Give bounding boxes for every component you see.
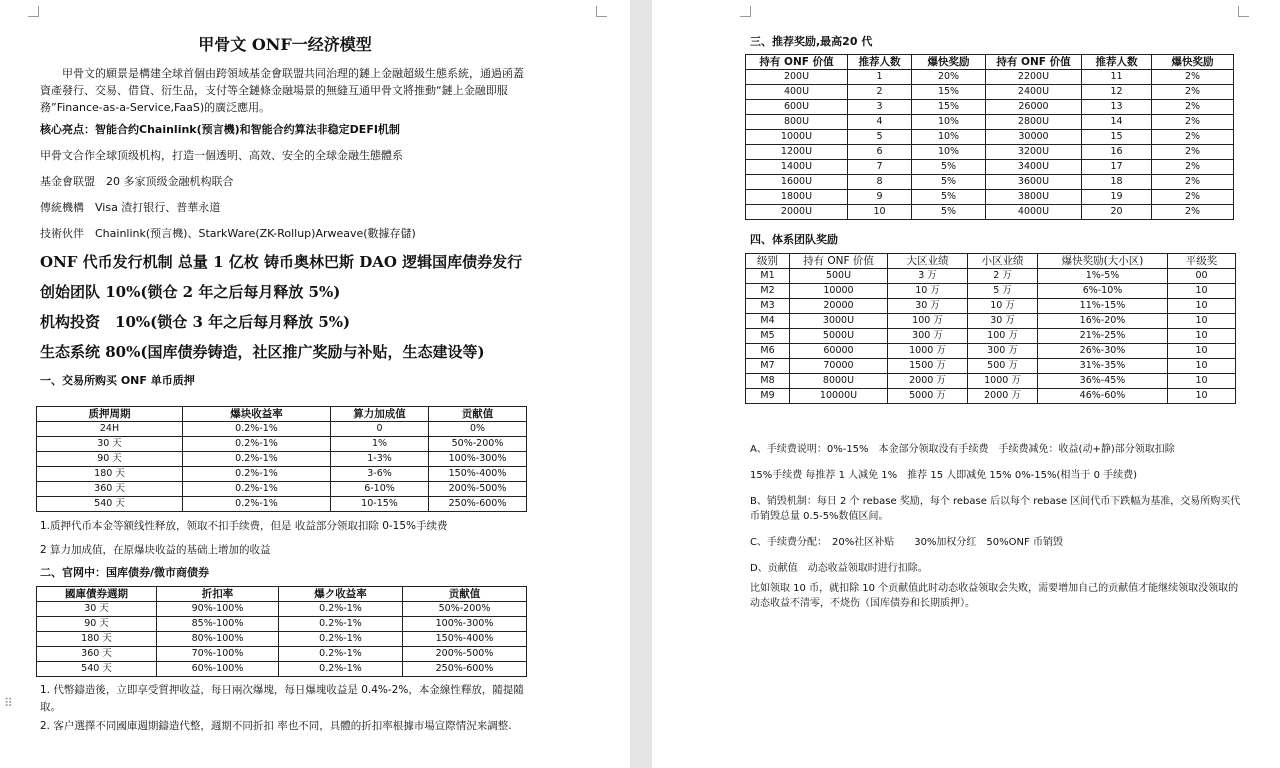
table-cell: 50%-200%: [403, 602, 527, 617]
table-cell: M6: [746, 344, 790, 359]
table-cell: 9: [848, 190, 912, 205]
table-cell: 10: [1168, 359, 1236, 374]
table-cell: 50%-200%: [429, 437, 527, 452]
table-cell: 200%-500%: [403, 647, 527, 662]
cooperation-line: 甲骨文合作全球顶级机构，打造一個透明、高效、安全的全球金融生態體系: [40, 149, 403, 162]
treasury-bond-table: [36, 586, 527, 677]
table-header: 爆ク收益率: [279, 587, 403, 602]
team-reward-table: [745, 253, 1236, 404]
table-cell: 1800U: [746, 190, 848, 205]
table-header-row: [746, 254, 1236, 269]
table-cell: 46%-60%: [1038, 389, 1168, 404]
table-cell: 500U: [790, 269, 888, 284]
traditional-line: 傳統機構 Visa 渣打银行、普華永道: [40, 201, 221, 214]
table-cell: 2%: [1152, 85, 1234, 100]
table-cell: 0.2%-1%: [279, 662, 403, 677]
table-cell: 200U: [746, 70, 848, 85]
issuance-heading: ONF 代币发行机制 总量 1 亿枚 铸币奥林巴斯 DAO 逻辑国库债券发行: [40, 253, 523, 271]
table-cell: 100%-300%: [429, 452, 527, 467]
table-header: 贡献值: [403, 587, 527, 602]
table-cell: 300 万: [968, 344, 1038, 359]
table-cell: 5%: [912, 160, 986, 175]
margin-mark: [1238, 6, 1249, 17]
table-cell: 10: [1168, 299, 1236, 314]
table-cell: 0.2%-1%: [279, 617, 403, 632]
table-row: [746, 100, 1234, 115]
margin-mark: [596, 6, 607, 17]
table-cell: 200%-500%: [429, 482, 527, 497]
table-cell: 100 万: [968, 329, 1038, 344]
table-cell: 7: [848, 160, 912, 175]
table-header: 推荐人数: [848, 55, 912, 70]
table-row: [746, 374, 1236, 389]
table-cell: 10000: [790, 284, 888, 299]
table-cell: M7: [746, 359, 790, 374]
table-cell: 31%-35%: [1038, 359, 1168, 374]
table-cell: M3: [746, 299, 790, 314]
table-cell: 0.2%-1%: [183, 422, 331, 437]
table-cell: 150%-400%: [403, 632, 527, 647]
margin-mark: [28, 6, 39, 17]
table-cell: 70000: [790, 359, 888, 374]
table-cell: 0.2%-1%: [183, 467, 331, 482]
table-cell: 540 天: [37, 662, 157, 677]
drag-handle-icon[interactable]: ⠿: [4, 696, 14, 710]
table-row: [746, 190, 1234, 205]
table-cell: 100%-300%: [403, 617, 527, 632]
table-header: 國庫債券週期: [37, 587, 157, 602]
table-cell: 0: [331, 422, 429, 437]
table-cell: 15: [1082, 130, 1152, 145]
table-row: [746, 284, 1236, 299]
table-cell: 2%: [1152, 145, 1234, 160]
table-cell: 0.2%-1%: [183, 497, 331, 512]
table-cell: 2400U: [986, 85, 1082, 100]
table-cell: 540 天: [37, 497, 183, 512]
table-cell: 8000U: [790, 374, 888, 389]
table-cell: 6-10%: [331, 482, 429, 497]
table-header: 爆块收益率: [183, 407, 331, 422]
table-cell: 6%-10%: [1038, 284, 1168, 299]
table-cell: 2: [848, 85, 912, 100]
table-cell: 1000 万: [888, 344, 968, 359]
table-cell: 30 万: [968, 314, 1038, 329]
founding-team-line: 创始团队 10%(锁仓 2 年之后每月释放 5%): [40, 283, 341, 301]
table-cell: 10 万: [968, 299, 1038, 314]
table-cell: 2000U: [746, 205, 848, 220]
table-header: 算力加成值: [331, 407, 429, 422]
left-bottom-notes: [40, 682, 534, 735]
fee-note-d: D、贡献值 动态收益领取时进行扣除。: [750, 563, 928, 574]
table-cell: 17: [1082, 160, 1152, 175]
table-cell: 5000U: [790, 329, 888, 344]
fee-note-a-line2: 15%手续费 每推荐 1 人减免 1% 推荐 15 人即减免 15% 0%-15%(相当于 0 手续费): [750, 470, 1138, 481]
table-cell: 180 天: [37, 632, 157, 647]
table-cell: 90 天: [37, 617, 157, 632]
table-row: [746, 389, 1236, 404]
table-cell: 180 天: [37, 467, 183, 482]
tech-partners-line: 技術伙伴 Chainlink(预言機)、StarkWare(ZK-Rollup)Arweave(數據存儲): [40, 227, 416, 240]
table-cell: 10: [1168, 284, 1236, 299]
table-header: 爆快奖励(大小区): [1038, 254, 1168, 269]
section-1-heading: 一、交易所购买 ONF 单币质押: [40, 374, 195, 387]
table-row: [37, 422, 527, 437]
table-cell: 15%: [912, 100, 986, 115]
institution-line: 机构投资 10%(锁仓 3 年之后每月释放 5%): [40, 313, 351, 331]
table-header: 推荐人数: [1082, 55, 1152, 70]
table-row: [37, 632, 527, 647]
table-cell: 19: [1082, 190, 1152, 205]
table-cell: M8: [746, 374, 790, 389]
table-cell: 1500 万: [888, 359, 968, 374]
table-cell: 2%: [1152, 205, 1234, 220]
table-row: [746, 145, 1234, 160]
table-cell: 5 万: [968, 284, 1038, 299]
table-cell: 5%: [912, 190, 986, 205]
table-cell: 10: [1168, 314, 1236, 329]
table-cell: M2: [746, 284, 790, 299]
table-cell: 1%-5%: [1038, 269, 1168, 284]
table-cell: 18: [1082, 175, 1152, 190]
table-cell: 0.2%-1%: [279, 602, 403, 617]
table-cell: 1-3%: [331, 452, 429, 467]
fee-note-e: 比如领取 10 币，就扣除 10 个贡献值此时动态收益领取会失败，需要增加自己的贡献值才能继续领取没领取的动态收益不清零，不烧伤（国库债券和长期质押）。: [750, 583, 1239, 609]
table-cell: 30 天: [37, 437, 183, 452]
table-cell: 400U: [746, 85, 848, 100]
table-row: [746, 329, 1236, 344]
table-cell: 5%: [912, 205, 986, 220]
table-row: [746, 85, 1234, 100]
table-cell: 70%-100%: [157, 647, 279, 662]
table-row: [746, 205, 1234, 220]
document-page-left: [0, 0, 630, 768]
table-cell: 20: [1082, 205, 1152, 220]
table-cell: 2%: [1152, 100, 1234, 115]
table-cell: 2 万: [968, 269, 1038, 284]
table-cell: 2%: [1152, 160, 1234, 175]
table-header: 折扣率: [157, 587, 279, 602]
table-cell: 4000U: [986, 205, 1082, 220]
table-cell: 3800U: [986, 190, 1082, 205]
table-row: [746, 344, 1236, 359]
table-cell: 85%-100%: [157, 617, 279, 632]
fee-note-b: B、销毁机制：每日 2 个 rebase 奖励，每个 rebase 后以每个 rebase 区间代币下跌幅为基准，交易所购买代币销毁总量 0.5-5%数值区间。: [750, 496, 1241, 522]
table-cell: 1000 万: [968, 374, 1038, 389]
table-row: [746, 269, 1236, 284]
table-cell: 2%: [1152, 175, 1234, 190]
table-cell: 30 天: [37, 602, 157, 617]
table-header: 大区业绩: [888, 254, 968, 269]
table-cell: 11: [1082, 70, 1152, 85]
table-cell: 5%: [912, 175, 986, 190]
table-cell: 3400U: [986, 160, 1082, 175]
table-cell: 11%-15%: [1038, 299, 1168, 314]
table-cell: 0.2%-1%: [279, 647, 403, 662]
table-header: 爆快奖励: [1152, 55, 1234, 70]
table-cell: M4: [746, 314, 790, 329]
intro-paragraph: 甲骨文的願景是構建全球首個由跨領域基金會联盟共同治理的鏈上金融超級生態系統，通過函蓋資產發行、交易、借貸、衍生品，支付等全鏈條金融場景的無縫互通甲骨文將推動“鏈上金融即服務”Finance-as-a-Service,FaaS)的廣泛應用。: [40, 67, 524, 114]
highlight-heading: 核心亮点：智能合约Chainlink(预言機)和智能合约算法非稳定DEFI机制: [40, 123, 400, 136]
document-page-right: [652, 0, 1280, 768]
table-row: [37, 437, 527, 452]
left-notes: [40, 518, 540, 580]
table-cell: M5: [746, 329, 790, 344]
fee-note-a-line1: A、手续费说明：0%-15% 本金部分领取没有手续费 手续费减免：收益(动+静)部分领取扣除: [750, 444, 1175, 455]
table-cell: 10: [1168, 344, 1236, 359]
table-header: 贡献值: [429, 407, 527, 422]
table-cell: 5: [848, 130, 912, 145]
staking-table: [36, 406, 527, 512]
table-header-row: [37, 587, 527, 602]
staking-note-2: 2 算力加成值，在原爆块收益的基础上增加的收益: [40, 544, 271, 556]
table-cell: 36%-45%: [1038, 374, 1168, 389]
bond-note-1: 1. 代幣鑄造後，立即享受質押收益，每日兩次爆塊，每日爆塊收益是 0.4%-2%，本金線性釋放，隨提隨取。: [40, 684, 524, 713]
table-cell: 800U: [746, 115, 848, 130]
table-cell: 10%: [912, 130, 986, 145]
table-cell: 500 万: [968, 359, 1038, 374]
table-cell: 26000: [986, 100, 1082, 115]
table-cell: 1%: [331, 437, 429, 452]
table-cell: 20%: [912, 70, 986, 85]
foundation-line: 基金會联盟 20 多家顶级金融机构联合: [40, 175, 234, 188]
table-row: [37, 497, 527, 512]
table-row: [746, 160, 1234, 175]
table-header: 质押周期: [37, 407, 183, 422]
table-cell: 30 万: [888, 299, 968, 314]
table-cell: 2%: [1152, 130, 1234, 145]
table-cell: 2800U: [986, 115, 1082, 130]
table-cell: 10%: [912, 115, 986, 130]
table-row: [746, 175, 1234, 190]
section-2-heading: 二、官网中：国库债券/微市商债券: [40, 566, 210, 579]
table-row: [746, 70, 1234, 85]
table-header: 持有 ONF 价值: [746, 55, 848, 70]
table-cell: 14: [1082, 115, 1152, 130]
table-cell: 1: [848, 70, 912, 85]
table-cell: 360 天: [37, 647, 157, 662]
table-header: 小区业绩: [968, 254, 1038, 269]
table-row: [746, 299, 1236, 314]
table-cell: 0.2%-1%: [183, 437, 331, 452]
table-cell: 360 天: [37, 482, 183, 497]
table-cell: 12: [1082, 85, 1152, 100]
table-cell: 90 天: [37, 452, 183, 467]
table-cell: 10-15%: [331, 497, 429, 512]
table-row: [37, 467, 527, 482]
table-header: 级别: [746, 254, 790, 269]
table-cell: 16%-20%: [1038, 314, 1168, 329]
table-header: 持有 ONF 价值: [986, 55, 1082, 70]
table-cell: 60000: [790, 344, 888, 359]
table-cell: 6: [848, 145, 912, 160]
page-gap: [630, 0, 652, 768]
table-cell: 2000 万: [888, 374, 968, 389]
table-cell: 1000U: [746, 130, 848, 145]
table-cell: 00: [1168, 269, 1236, 284]
table-cell: 0.2%-1%: [183, 452, 331, 467]
table-cell: 3-6%: [331, 467, 429, 482]
table-cell: 60%-100%: [157, 662, 279, 677]
table-cell: 3000U: [790, 314, 888, 329]
staking-note-1: 1.质押代币本金等额线性释放，领取不扣手续费，但是 收益部分领取扣除 0-15%手续费: [40, 520, 448, 532]
fee-notes: [750, 442, 1246, 611]
table-row: [37, 617, 527, 632]
doc-title: 甲骨文 ONF一经济模型: [198, 35, 372, 54]
table-cell: 250%-600%: [403, 662, 527, 677]
table-cell: M1: [746, 269, 790, 284]
table-cell: 0%: [429, 422, 527, 437]
table-cell: 16: [1082, 145, 1152, 160]
table-cell: 3 万: [888, 269, 968, 284]
table-cell: 2200U: [986, 70, 1082, 85]
table-row: [37, 482, 527, 497]
bond-note-2: 2. 客户選擇不同國庫週期鑄造代整，週期不同折扣 率也不同，具體的折扣率根據市場宣際情況来調整.: [40, 720, 512, 732]
table-header-row: [37, 407, 527, 422]
table-header: 爆快奖励: [912, 55, 986, 70]
table-row: [746, 115, 1234, 130]
table-cell: 100 万: [888, 314, 968, 329]
table-cell: 10: [848, 205, 912, 220]
table-cell: 2%: [1152, 115, 1234, 130]
table-cell: 2%: [1152, 190, 1234, 205]
table-row: [746, 359, 1236, 374]
table-cell: 21%-25%: [1038, 329, 1168, 344]
table-header: 持有 ONF 价值: [790, 254, 888, 269]
table-row: [37, 647, 527, 662]
table-cell: 600U: [746, 100, 848, 115]
table-row: [37, 662, 527, 677]
table-row: [37, 452, 527, 467]
table-row: [746, 314, 1236, 329]
referral-reward-table: [745, 54, 1234, 220]
table-cell: 150%-400%: [429, 467, 527, 482]
table-cell: 8: [848, 175, 912, 190]
left-content: [40, 32, 530, 388]
table-cell: 30000: [986, 130, 1082, 145]
table-cell: 10 万: [888, 284, 968, 299]
table-cell: 10000U: [790, 389, 888, 404]
table-cell: 20000: [790, 299, 888, 314]
margin-mark: [740, 6, 751, 17]
table-cell: 2%: [1152, 70, 1234, 85]
table-cell: 3200U: [986, 145, 1082, 160]
table-cell: 1600U: [746, 175, 848, 190]
table-cell: 3: [848, 100, 912, 115]
table-cell: 10: [1168, 374, 1236, 389]
table-row: [746, 130, 1234, 145]
table-header-row: [746, 55, 1234, 70]
table-cell: 24H: [37, 422, 183, 437]
table-cell: 1200U: [746, 145, 848, 160]
table-cell: 4: [848, 115, 912, 130]
fee-note-c: C、手续费分配： 20%社区补贴 30%加权分红 50%ONF 币销毁: [750, 537, 1063, 548]
table-cell: 13: [1082, 100, 1152, 115]
section-4-heading: 四、体系团队奖励: [750, 233, 838, 246]
section-3-heading: 三、推荐奖励,最高20 代: [750, 35, 873, 48]
table-cell: 0.2%-1%: [183, 482, 331, 497]
table-cell: 250%-600%: [429, 497, 527, 512]
table-cell: 5000 万: [888, 389, 968, 404]
table-cell: 3600U: [986, 175, 1082, 190]
table-cell: 2000 万: [968, 389, 1038, 404]
ecosystem-line: 生态系统 80%(国库债券铸造，社区推广奖励与补贴，生态建设等): [40, 343, 485, 361]
table-cell: 10%: [912, 145, 986, 160]
table-cell: 1400U: [746, 160, 848, 175]
table-cell: 10: [1168, 389, 1236, 404]
table-cell: 90%-100%: [157, 602, 279, 617]
table-header: 平级奖: [1168, 254, 1236, 269]
table-cell: 15%: [912, 85, 986, 100]
table-cell: 300 万: [888, 329, 968, 344]
table-cell: 80%-100%: [157, 632, 279, 647]
table-cell: 0.2%-1%: [279, 632, 403, 647]
table-cell: 26%-30%: [1038, 344, 1168, 359]
table-row: [37, 602, 527, 617]
table-cell: 10: [1168, 329, 1236, 344]
table-cell: M9: [746, 389, 790, 404]
